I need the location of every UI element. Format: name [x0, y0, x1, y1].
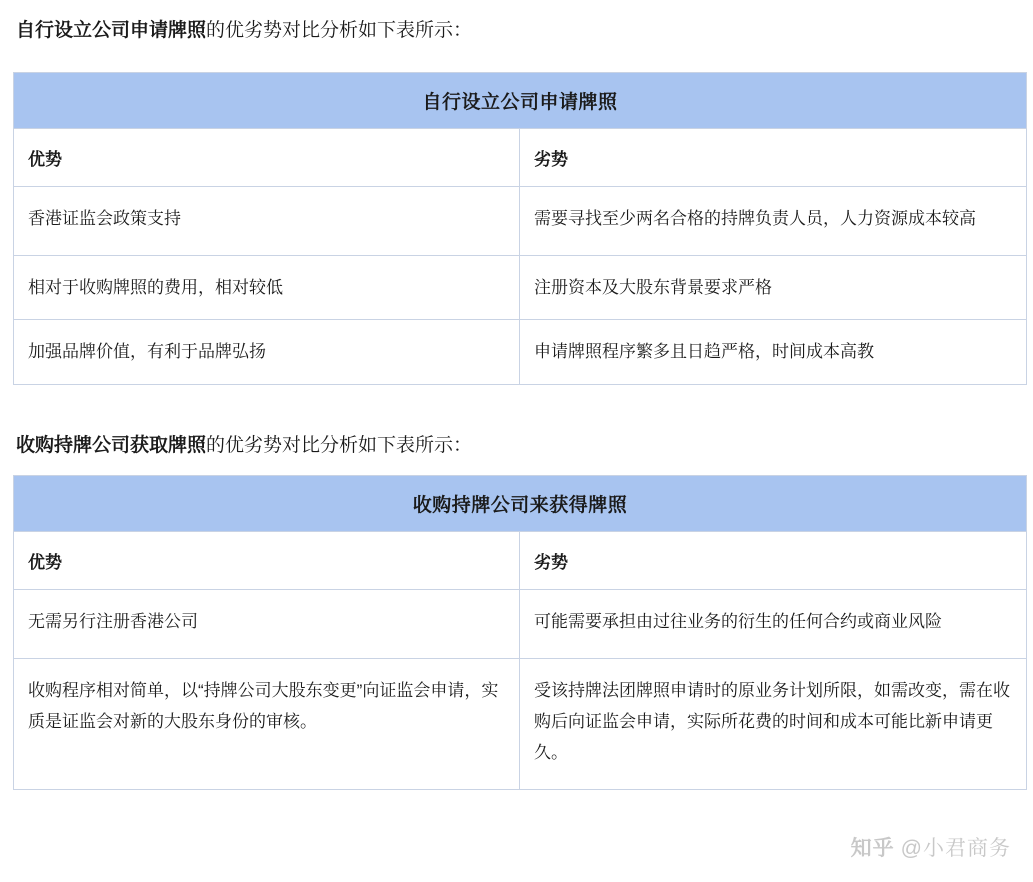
section-2-intro — [16, 431, 1025, 461]
section-2-intro-rest: 的优劣势对比分析如下表所示： — [206, 434, 473, 456]
table-1-cell-r2c1: 相对于收购牌照的费用，相对较低 — [14, 255, 520, 319]
comparison-table-2 — [13, 475, 1027, 790]
table-title-row — [14, 73, 1027, 129]
table-row — [14, 187, 1027, 255]
table-1-header-disadvantages: 劣势 — [520, 129, 1027, 187]
section-1-intro — [16, 16, 1025, 46]
table-1-cell-r2c2: 注册资本及大股东背景要求严格 — [520, 255, 1027, 319]
comparison-table-1 — [13, 72, 1027, 384]
table-2-header-advantages: 优势 — [14, 532, 520, 590]
table-2-cell-r2c2: 受该持牌法团牌照申请时的原业务计划所限，如需改变，需在收购后向证监会申请，实际所花费的时间和成本可能比新申请更久。 — [520, 658, 1027, 789]
table-2-title: 收购持牌公司来获得牌照 — [14, 476, 1027, 532]
table-header-row — [14, 532, 1027, 590]
section-1-intro-rest: 的优劣势对比分析如下表所示： — [206, 20, 473, 41]
table-2-cell-r1c2: 可能需要承担由过往业务的衍生的任何合约或商业风险 — [520, 590, 1027, 658]
table-1-cell-r3c2: 申请牌照程序繁多且日趋严格，时间成本高教 — [520, 320, 1027, 384]
table-row — [14, 590, 1027, 658]
table-title-row — [14, 476, 1027, 532]
table-row — [14, 658, 1027, 789]
table-1-cell-r1c1: 香港证监会政策支持 — [14, 187, 520, 255]
table-row — [14, 320, 1027, 384]
table-1-header-advantages: 优势 — [14, 129, 520, 187]
table-2-header-disadvantages: 劣势 — [520, 532, 1027, 590]
table-1-cell-r3c1: 加强品牌价值，有利于品牌弘扬 — [14, 320, 520, 384]
table-2-cell-r1c1: 无需另行注册香港公司 — [14, 590, 520, 658]
watermark-text: @小君商务 — [900, 837, 1011, 860]
table-row — [14, 255, 1027, 319]
table-1-cell-r1c2: 需要寻找至少两名合格的持牌负责人员，人力资源成本较高 — [520, 187, 1027, 255]
table-2-cell-r2c1: 收购程序相对简单，以“持牌公司大股东变更”向证监会申请，实质是证监会对新的大股东身份的审核。 — [14, 658, 520, 789]
table-1-title: 自行设立公司申请牌照 — [14, 73, 1027, 129]
table-header-row — [14, 129, 1027, 187]
watermark-logo: 知乎 — [850, 837, 895, 860]
watermark — [851, 832, 1011, 862]
section-1-intro-strong: 自行设立公司申请牌照 — [16, 20, 207, 41]
section-2-intro-strong: 收购持牌公司获取牌照 — [16, 434, 207, 456]
